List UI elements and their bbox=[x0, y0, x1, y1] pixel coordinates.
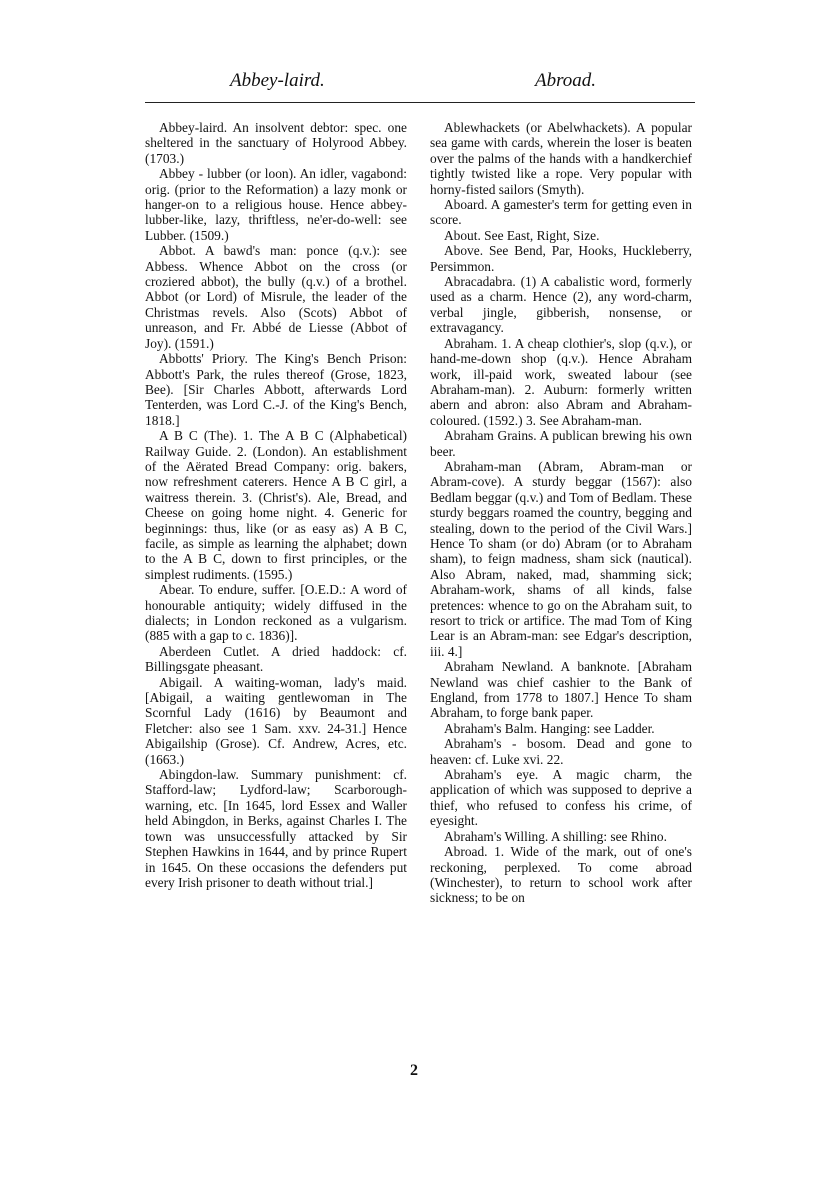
entry-abrahams-bosom: Abraham's - bosom. Dead and gone to heaven: cf. Luke xvi. 22. bbox=[430, 736, 692, 767]
entry-abraham-man: Abraham-man (Abram, Abram-man or Abram-cove). A sturdy beggar (1567): also Bedlam beggar (q.v.) and Tom of Bedlam. These sturdy beggars roamed the country, begging and stealing, down to the period of the Civil Wars.] Hence To sham (or do) Abram (or to Abraham sham), to feign madness, sham sick (nautical). Also Abram, naked, mad, shamming sick; Abraham-work, shams of all kinds, false pretences: whence to go on the Abraham suit, to resort to trick or artifice. The mad Tom of King Lear is an Abram-man: see Edgar's description, iii. 4.] bbox=[430, 458, 692, 659]
entry-above: Above. See Bend, Par, Hooks, Huckleberry, Persimmon. bbox=[430, 243, 692, 274]
entry-abc: A B C (The). 1. The A B C (Alphabetical) Railway Guide. 2. (London). An establishment of the Aërated Bread Company: orig. bakers, now refreshment caterers. Hence A B C girl, a waitress therein. 3. (Christ's). Ale, Bread, and Cheese on going home night. 4. Generic for beginnings: thus, like (or as easy as) A B C, facile, as simple as learning the alphabet; down to the A B C, down to first principles, or the simplest rudiments. (1595.) bbox=[145, 428, 407, 582]
entry-abracadabra: Abracadabra. (1) A cabalistic word, formerly used as a charm. Hence (2), any word-charm, verbal jingle, gibberish, nonsense, or extravagancy. bbox=[430, 274, 692, 336]
entry-abbey-lubber: Abbey - lubber (or loon). An idler, vagabond: orig. (prior to the Reformation) a lazy monk or hanger-on to a religious house. Hence abbey-lubber-like, lazy, thriftless, ne'er-do-well: see Lubber. (1509.) bbox=[145, 166, 407, 243]
entry-abraham: Abraham. 1. A cheap clothier's, slop (q.v.), or hand-me-down shop (q.v.). Hence Abraham work, ill-paid work, sweated labour (see Abraham-man). 2. Auburn: formerly written abern and abron: also Abram and Abraham-coloured. (1592.) 3. See Abraham-man. bbox=[430, 335, 692, 428]
entry-abbey-laird: Abbey-laird. An insolvent debtor: spec. one sheltered in the sanctuary of Holyrood Abbey. (1703.) bbox=[145, 120, 407, 166]
entry-abrahams-eye: Abraham's eye. A magic charm, the application of which was supposed to deprive a thief, who refused to confess his crime, of eyesight. bbox=[430, 767, 692, 829]
entry-abbotts-priory: Abbotts' Priory. The King's Bench Prison: Abbott's Park, the rules thereof (Grose, 1823, Bee). [Sir Charles Abbott, afterwards Lord Tenterden, was Lord C.-J. of the King's Bench, 1818.] bbox=[145, 351, 407, 428]
running-head bbox=[145, 70, 695, 100]
entry-aboard: Aboard. A gamester's term for getting even in score. bbox=[430, 197, 692, 228]
entry-abingdon-law: Abingdon-law. Summary punishment: cf. Stafford-law; Lydford-law; Scarborough-warning, etc. [In 1645, lord Essex and Waller held Abingdon, in Berks, against Charles I. The town was unsuccessfully attacked by Sir Stephen Hawkins in 1644, and by prince Rupert in 1645. On these occasions the defenders put every Irish prisoner to death without trial.] bbox=[145, 767, 407, 890]
right-headword: Abroad. bbox=[535, 70, 597, 91]
entry-abigail: Abigail. A waiting-woman, lady's maid. [Abigail, a waiting gentlewoman in The Scornful Lady (1616) by Beaumont and Fletcher: also see 1 Sam. xxv. 24-31.] Hence Abigailship (Grose). Cf. Andrew, Acres, etc. (1663.) bbox=[145, 674, 407, 767]
entry-aberdeen-cutlet: Aberdeen Cutlet. A dried haddock: cf. Billingsgate pheasant. bbox=[145, 643, 407, 675]
entry-abroad: Abroad. 1. Wide of the mark, out of one's reckoning, perplexed. To come abroad (Winchester), to return to school work after sickness; to be on bbox=[430, 844, 692, 906]
left-column bbox=[145, 120, 407, 890]
right-column bbox=[430, 120, 692, 906]
entry-about: About. See East, Right, Size. bbox=[444, 227, 600, 243]
page-number: 2 bbox=[410, 1062, 418, 1079]
entry-abear: Abear. To endure, suffer. [O.E.D.: A word of honourable antiquity; widely diffused in the dialects; in London reckoned as a vulgarism. (885 with a gap to c. 1836)]. bbox=[145, 582, 407, 644]
header-rule bbox=[145, 102, 695, 103]
entry-abraham-grains: Abraham Grains. A publican brewing his own beer. bbox=[430, 428, 692, 459]
entry-abrahams-willing: Abraham's Willing. A shilling: see Rhino. bbox=[444, 828, 667, 844]
left-headword: Abbey-laird. bbox=[230, 70, 325, 91]
entry-abraham-newland: Abraham Newland. A banknote. [Abraham Newland was chief cashier to the Bank of England, from 1778 to 1807.] Hence To sham Abraham, to forge bank paper. bbox=[430, 659, 692, 721]
entry-ablewhackets: Ablewhackets (or Abelwhackets). A popular sea game with cards, wherein the loser is beaten over the palms of the hands with a handkerchief tightly twisted like a rope. Very popular with horny-fisted sailors (Smyth). bbox=[430, 120, 692, 197]
entry-abbot: Abbot. A bawd's man: ponce (q.v.): see Abbess. Whence Abbot on the cross (or croziered abbot), the bully (q.v.) of a brothel. Abbot (or Lord) of Misrule, the leader of the Christmas revels. Also (Scots) Abbot of unreason, and Fr. Abbé de Liesse (Abbot of Joy). (1591.) bbox=[145, 243, 407, 351]
entry-abrahams-balm: Abraham's Balm. Hanging: see Ladder. bbox=[444, 720, 655, 736]
